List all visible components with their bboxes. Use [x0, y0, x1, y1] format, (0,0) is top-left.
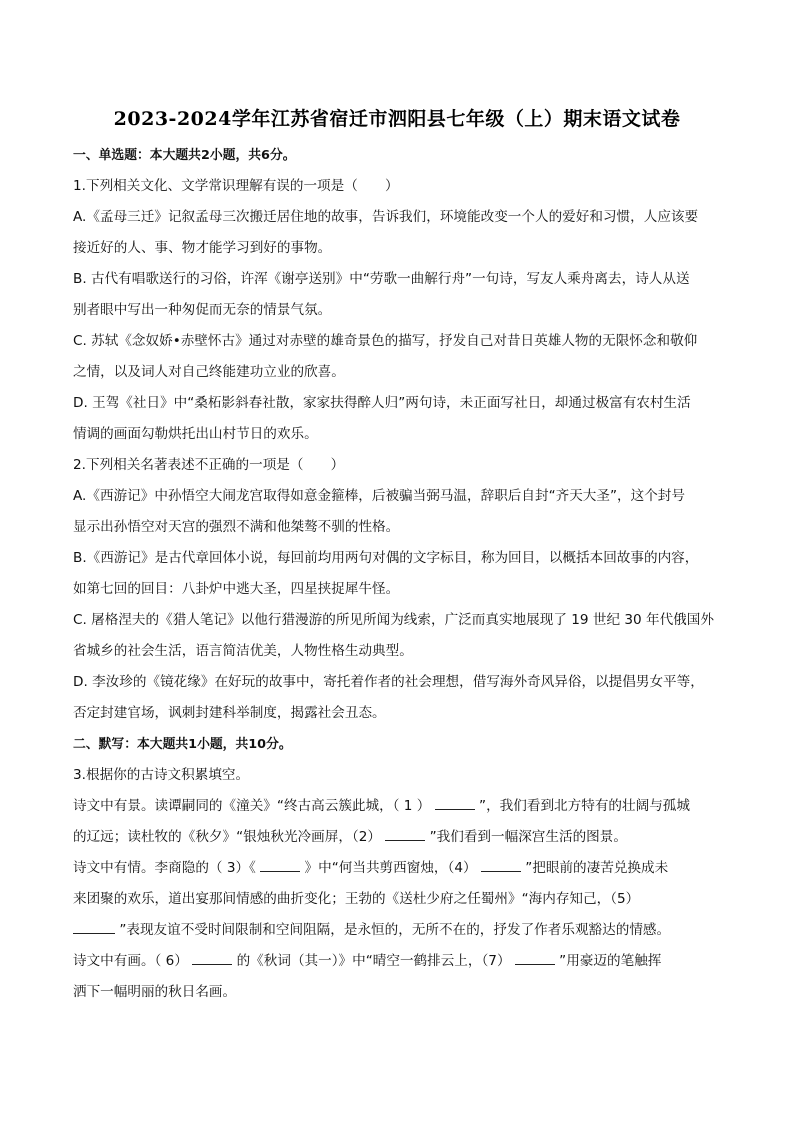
answer-blank-3[interactable]	[260, 854, 300, 872]
question-2-option-d-cont: 否定封建官场，讽刺封建科举制度，揭露社会丑态。	[73, 705, 386, 721]
exam-content	[73, 140, 723, 1008]
answer-blank-5[interactable]	[73, 916, 115, 934]
passage-text: ”表现友谊不受时间限制和空间阻隔，是永恒的，无所不在的，抒发了作者乐观豁达的情感。	[115, 922, 671, 938]
passage-line-4: 来团聚的欢乐，道出宴那间情感的曲折变化；王勃的《送杜少府之任蜀州》“海内存知己，（5）	[73, 891, 640, 907]
question-1-option-c: C. 苏轼《念奴娇•赤壁怀古》通过对赤壁的雄奇景色的描写，抒发自己对昔日英雄人物的无限怀念和敬仰	[73, 333, 698, 349]
answer-blank-1[interactable]	[435, 792, 475, 810]
section-heading-2: 二、默写：本大题共1小题，共10分。	[73, 737, 292, 752]
passage-text: ”我们看到一幅深宫生活的图景。	[425, 829, 627, 845]
passage-line-2	[73, 822, 723, 853]
answer-blank-6[interactable]	[192, 947, 232, 965]
question-1-stem: 1.下列相关文化、文学常识理解有误的一项是（ ）	[73, 178, 399, 194]
question-2-stem: 2.下列相关名著表述不正确的一项是（ ）	[73, 457, 345, 473]
answer-blank-2[interactable]	[385, 823, 425, 841]
question-3-stem: 3.根据你的古诗文积累填空。	[73, 767, 250, 783]
passage-line-6	[73, 946, 723, 977]
passage-text: ”用豪迈的笔触挥	[554, 953, 662, 969]
passage-text: 诗文中有景。读谭嗣同的《潼关》“终古高云簇此城，（ 1 ）	[73, 798, 435, 814]
section-heading-1: 一、单选题：本大题共2小题，共6分。	[73, 148, 296, 163]
page-title: 2023-2024学年江苏省宿迁市泗阳县七年级（上）期末语文试卷	[113, 108, 681, 130]
question-2-option-c: C. 屠格涅夫的《猎人笔记》以他行猎漫游的所见所闻为线索，广泛而真实地展现了 19 世纪 30 年代俄国外	[73, 612, 714, 628]
passage-text: ”，我们看到北方特有的壮阔与孤城	[474, 798, 690, 814]
question-2-option-d: D. 李汝珍的《镜花缘》在好玩的故事中，寄托着作者的社会理想，借写海外奇风异俗，以提倡男女平等，	[73, 674, 704, 690]
answer-blank-7[interactable]	[515, 947, 555, 965]
passage-text: ”把眼前的凄苦兑换成未	[520, 860, 669, 876]
question-1-option-a: A.《孟母三迁》记叙孟母三次搬迁居住地的故事，告诉我们，环境能改变一个人的爱好和习惯，人应该要	[73, 209, 699, 225]
passage-line-3	[73, 853, 723, 884]
question-2-option-c-cont: 省城乡的社会生活，语言简洁优美，人物性格生动典型。	[73, 643, 413, 659]
passage-text: 的《秋词（其一）》中“晴空一鹤排云上，（7）	[232, 953, 515, 969]
question-1-option-b: B. 古代有唱歌送行的习俗，许浑《谢亭送别》中“劳歌一曲解行舟”一句诗，写友人乘舟离去，诗人从送	[73, 271, 690, 287]
question-2-option-b-cont: 如第七回的回目：八卦炉中逃大圣，四星挟捉犀牛怪。	[73, 581, 400, 597]
passage-text: 的辽远；读杜牧的《秋夕》“银烛秋光冷画屏，（2）	[73, 829, 386, 845]
question-1-option-a-cont: 接近好的人、事、物才能学习到好的事物。	[73, 240, 332, 256]
question-2-option-b: B.《西游记》是古代章回体小说，每回前均用两句对偶的文字标目，称为回目，以概括本回故事的内容，	[73, 550, 699, 566]
question-2-option-a: A.《西游记》中孙悟空大闹龙宫取得如意金箍棒，后被骗当弼马温，辞职后自封“齐天大圣”，这个封号	[73, 488, 685, 504]
passage-line-5	[73, 915, 723, 946]
answer-blank-4[interactable]	[481, 854, 521, 872]
passage-text: 》中“何当共剪西窗烛，（4）	[300, 860, 481, 876]
passage-line-1	[73, 791, 723, 822]
question-1-option-c-cont: 之情，以及词人对自己终能建功立业的欣喜。	[73, 364, 345, 380]
passage-text: 诗文中有画。（ 6）	[73, 953, 193, 969]
question-1-option-d-cont: 情调的画面勾勒烘托出山村节日的欢乐。	[73, 426, 318, 442]
question-1-option-b-cont: 别者眼中写出一种匆促而无奈的情景气氛。	[73, 302, 332, 318]
question-2-option-a-cont: 显示出孙悟空对天宫的强烈不满和他桀骜不驯的性格。	[73, 519, 400, 535]
passage-text: 诗文中有情。李商隐的（ 3）《	[73, 860, 261, 876]
passage-line-7: 洒下一幅明丽的秋日名画。	[73, 984, 237, 1000]
question-1-option-d: D. 王驾《社日》中“桑柘影斜春社散，家家扶得醉人归”两句诗，未正面写社日，却通过极富有农村生活	[73, 395, 691, 411]
